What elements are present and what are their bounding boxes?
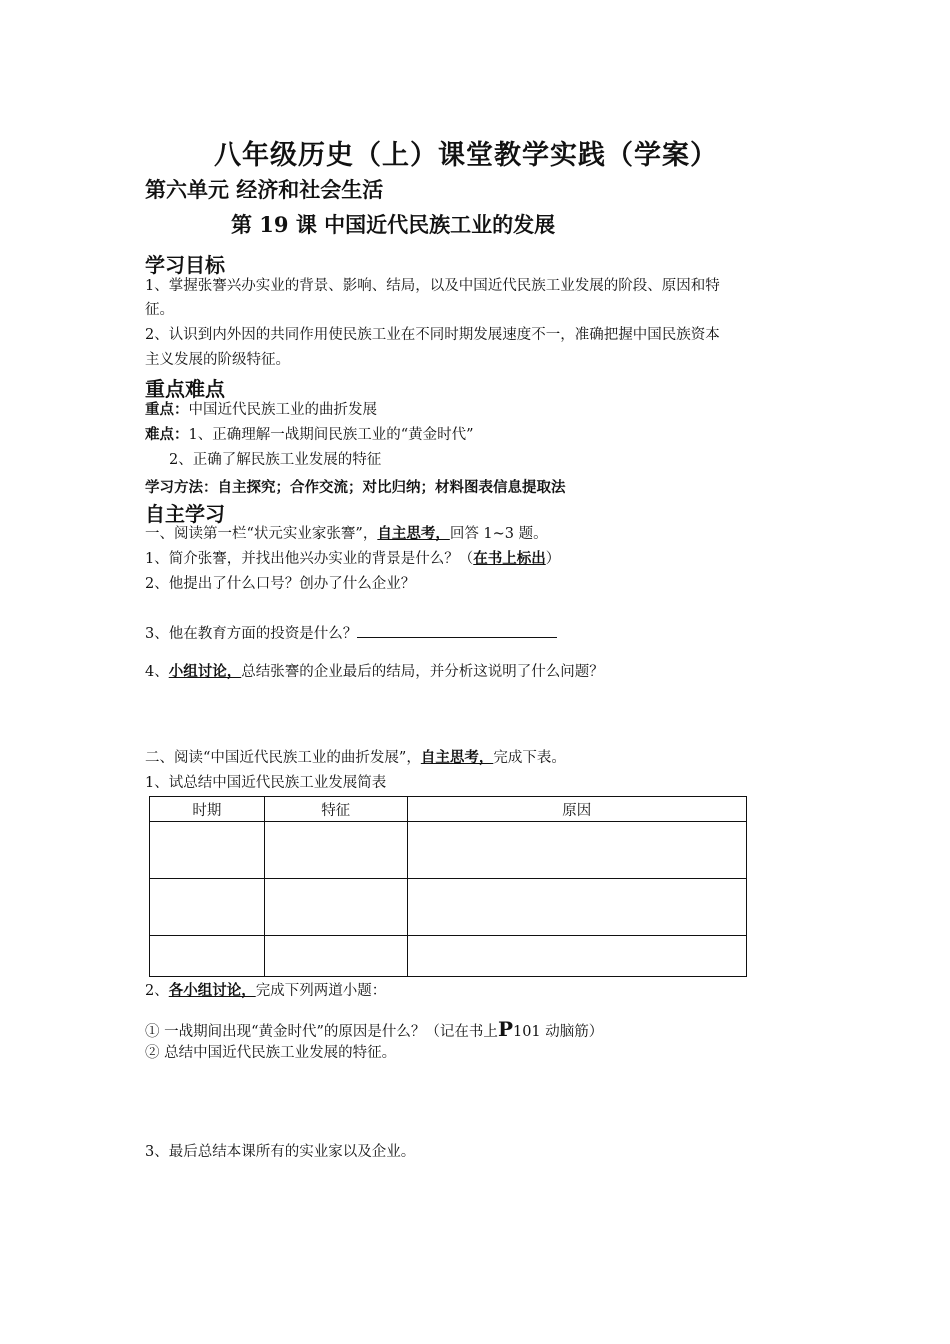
question-1-text: 1、简介张謇，并找出他兴办实业的背景是什么？（ bbox=[145, 551, 474, 567]
table-cell[interactable] bbox=[264, 936, 407, 977]
table-row bbox=[150, 822, 747, 879]
table-cell[interactable] bbox=[150, 822, 265, 879]
unit-heading: 第六单元 经济和社会生活 bbox=[145, 177, 384, 202]
question-4-text: 总结张謇的企业最后的结局，并分析这说明了什么问题？ bbox=[241, 664, 604, 680]
question-1-tail: ） bbox=[545, 551, 561, 567]
answer-blank[interactable] bbox=[357, 621, 557, 638]
objective-2-line1: 2、认识到内外因的共同作用使民族工业在不同时期发展速度不一，准确把握中国民族资本 bbox=[145, 327, 720, 343]
header-reason: 原因 bbox=[407, 797, 746, 822]
header-feature: 特征 bbox=[264, 797, 407, 822]
objective-1-line2: 征。 bbox=[145, 302, 174, 318]
key-point-line bbox=[145, 398, 377, 422]
part2-intro-tail: 完成下表。 bbox=[493, 750, 566, 766]
lesson-heading: 第 19 课 中国近代民族工业的发展 bbox=[231, 212, 556, 237]
question-1-emphasis: 在书上标出 bbox=[473, 550, 546, 567]
table-cell[interactable] bbox=[407, 822, 746, 879]
table-caption: 1、试总结中国近代民族工业发展简表 bbox=[145, 775, 387, 791]
sub-question-1 bbox=[145, 1017, 603, 1044]
question-3-text: 3、他在教育方面的投资是什么？ bbox=[145, 626, 358, 642]
task-2-emphasis: 各小组讨论， bbox=[168, 982, 256, 999]
table-cell[interactable] bbox=[407, 936, 746, 977]
part1-intro bbox=[145, 522, 548, 546]
table-cell[interactable] bbox=[264, 822, 407, 879]
table-row bbox=[150, 936, 747, 977]
sub-question-1-text: ① 一战期间出现“黄金时代”的原因是什么？（记在书上 bbox=[145, 1024, 498, 1040]
page-letter: P bbox=[497, 1017, 513, 1041]
study-method: 学习方法：自主探究；合作交流；对比归纳；材料图表信息提取法 bbox=[145, 480, 566, 496]
table-cell[interactable] bbox=[150, 879, 265, 936]
development-table bbox=[149, 796, 747, 977]
question-2: 2、他提出了什么口号？创办了什么企业？ bbox=[145, 576, 416, 592]
difficulty-label: 难点： bbox=[145, 426, 189, 443]
difficulty-2: 2、正确了解民族工业发展的特征 bbox=[169, 452, 382, 468]
question-3 bbox=[145, 621, 557, 646]
self-study-heading: 自主学习 bbox=[145, 502, 225, 526]
key-text: 中国近代民族工业的曲折发展 bbox=[188, 402, 377, 418]
table-header-row bbox=[150, 797, 747, 822]
table-cell[interactable] bbox=[264, 879, 407, 936]
part1-intro-tail: 回答 1~3 题。 bbox=[449, 526, 548, 542]
part1-intro-text: 一、阅读第一栏“状元实业家张謇”， bbox=[145, 526, 378, 542]
table-cell[interactable] bbox=[150, 936, 265, 977]
page-title: 八年级历史（上）课堂教学实践（学案） bbox=[214, 140, 718, 171]
part2-intro-text: 二、阅读“中国近代民族工业的曲折发展”， bbox=[145, 750, 421, 766]
table-cell[interactable] bbox=[407, 879, 746, 936]
key-points-heading: 重点难点 bbox=[145, 377, 225, 401]
header-period: 时期 bbox=[150, 797, 265, 822]
difficulty-line bbox=[145, 423, 474, 447]
sub-question-2: ② 总结中国近代民族工业发展的特征。 bbox=[145, 1045, 397, 1061]
objective-2-line2: 主义发展的阶级特征。 bbox=[145, 352, 290, 368]
sub-question-1-tail: 101 动脑筋） bbox=[512, 1024, 604, 1040]
task-2 bbox=[145, 979, 386, 1003]
task-2-num: 2、 bbox=[145, 983, 169, 999]
difficulty-1: 1、正确理解一战期间民族工业的“黄金时代” bbox=[188, 427, 474, 443]
objectives-heading: 学习目标 bbox=[145, 253, 225, 277]
part2-intro bbox=[145, 746, 566, 770]
table-row bbox=[150, 879, 747, 936]
question-4-num: 4、 bbox=[145, 664, 169, 680]
objective-1-line1: 1、掌握张謇兴办实业的背景、影响、结局，以及中国近代民族工业发展的阶段、原因和特 bbox=[145, 278, 720, 294]
question-1 bbox=[145, 547, 560, 571]
part1-intro-emphasis: 自主思考， bbox=[377, 525, 450, 542]
part2-intro-emphasis: 自主思考， bbox=[420, 749, 494, 766]
task-2-text: 完成下列两道小题： bbox=[255, 983, 387, 999]
question-4-emphasis: 小组讨论， bbox=[168, 663, 242, 680]
task-3: 3、最后总结本课所有的实业家以及企业。 bbox=[145, 1144, 416, 1160]
question-4 bbox=[145, 660, 604, 684]
key-label: 重点： bbox=[145, 401, 189, 418]
